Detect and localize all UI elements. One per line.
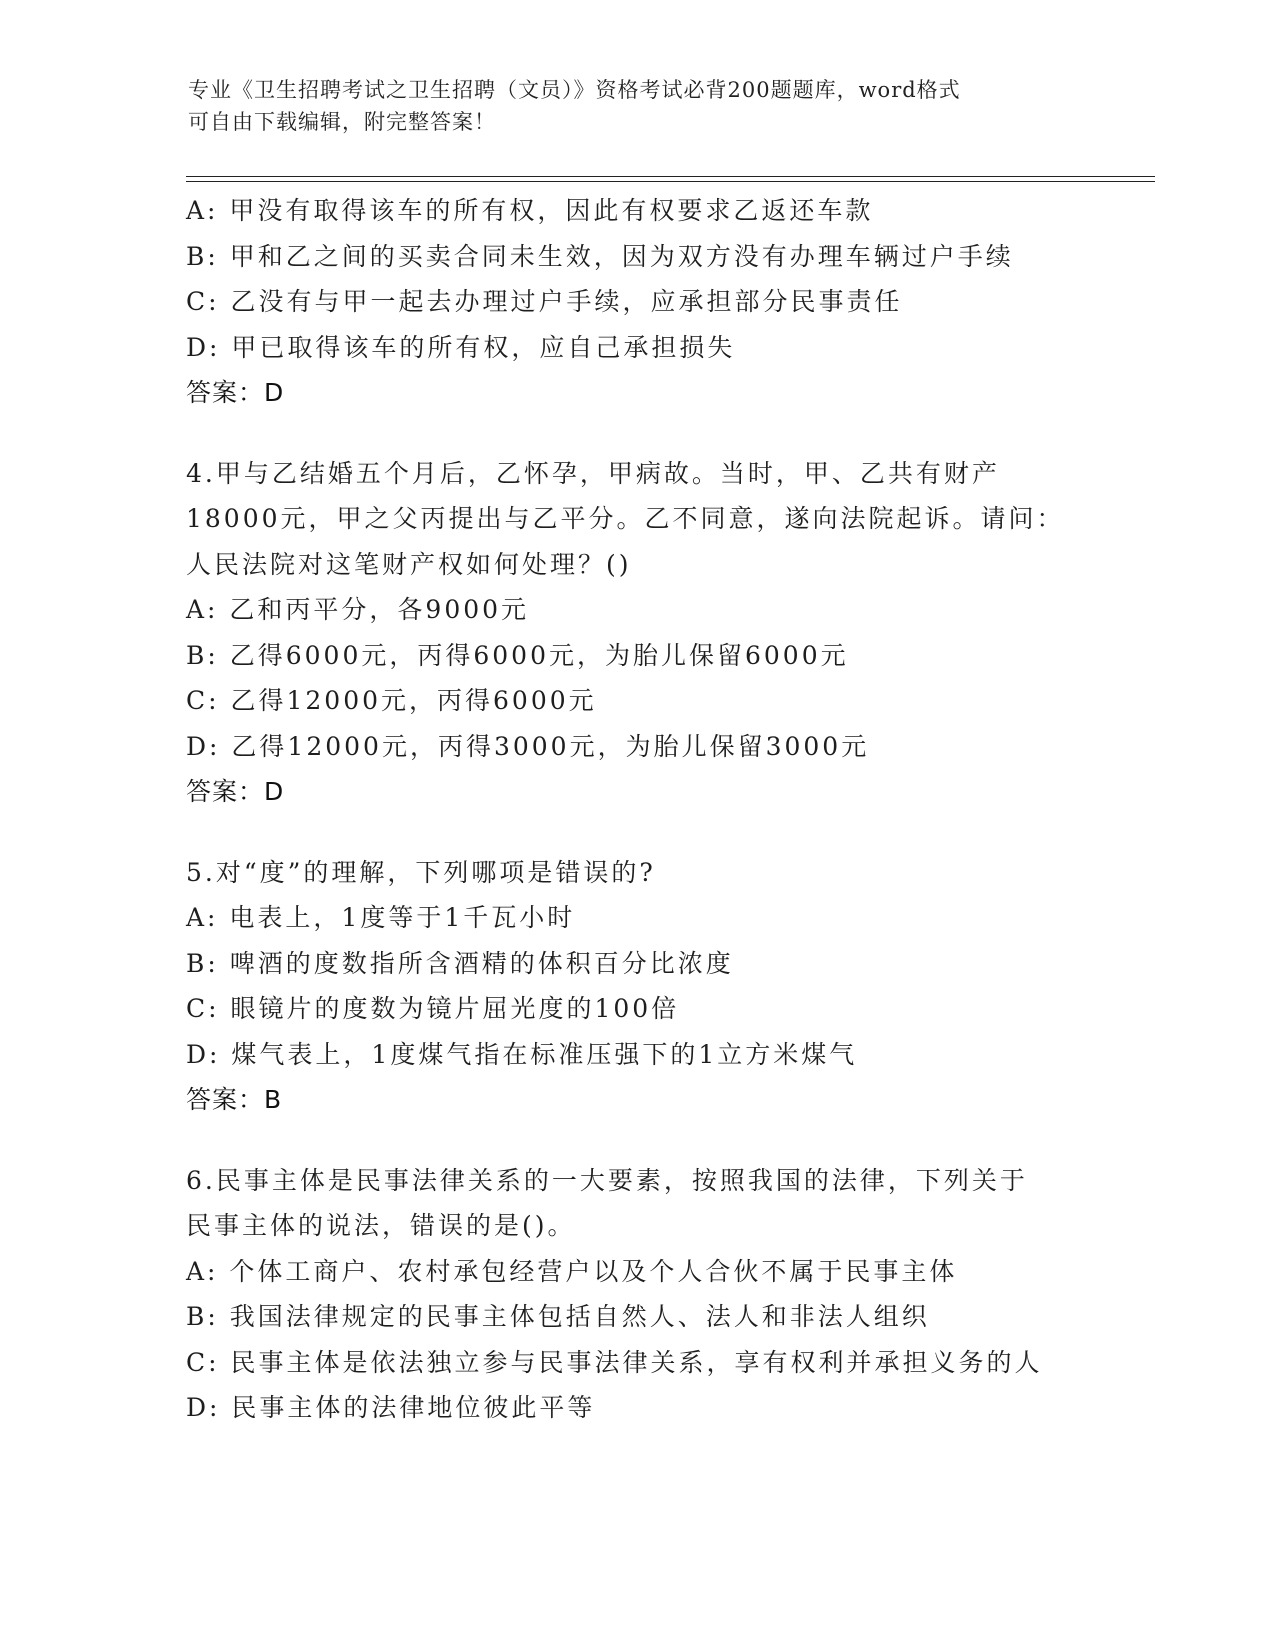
option-a: A: 乙和丙平分，各9000元 xyxy=(186,595,530,624)
option-d: D: 煤气表上，1度煤气指在标准压强下的1立方米煤气 xyxy=(186,1039,858,1069)
header-title-line-1: 专业《卫生招聘考试之卫生招聘（文员）》资格考试必背200题题库，word格式 xyxy=(188,78,961,102)
option-d: D: 甲已取得该车的所有权，应自己承担损失 xyxy=(186,332,736,362)
option-c: C: 眼镜片的度数为镜片屈光度的100倍 xyxy=(186,994,680,1023)
question-stem: 4.甲与乙结婚五个月后，乙怀孕，甲病故。当时，甲、乙共有财产 xyxy=(186,458,1000,488)
option-a: A: 甲没有取得该车的所有权，因此有权要求乙返还车款 xyxy=(186,196,874,225)
option-d: D: 乙得12000元，丙得3000元，为胎儿保留3000元 xyxy=(186,731,870,761)
header-divider-bottom xyxy=(186,181,1155,182)
option-b: B: 啤酒的度数指所含酒精的体积百分比浓度 xyxy=(186,948,734,978)
answer: 答案：D xyxy=(186,378,285,407)
option-d: D: 民事主体的法律地位彼此平等 xyxy=(186,1393,596,1422)
question-stem: 人民法院对这笔财产权如何处理？() xyxy=(186,549,632,579)
header-divider-top xyxy=(186,176,1155,177)
option-c: C: 乙得12000元，丙得6000元 xyxy=(186,686,597,715)
option-b: B: 我国法律规定的民事主体包括自然人、法人和非法人组织 xyxy=(186,1302,930,1331)
question-stem: 6.民事主体是民事法律关系的一大要素，按照我国的法律，下列关于 xyxy=(186,1165,1028,1195)
answer: 答案：B xyxy=(186,1085,283,1114)
question-stem: 民事主体的说法，错误的是()。 xyxy=(186,1211,576,1240)
question-stem: 5.对“度”的理解，下列哪项是错误的? xyxy=(186,857,656,887)
header-title-line-2: 可自由下载编辑，附完整答案！ xyxy=(188,110,496,134)
question-3 xyxy=(186,188,1186,416)
document-header xyxy=(188,74,1088,138)
question-4 xyxy=(186,451,1186,815)
question-6 xyxy=(186,1158,1186,1431)
option-b: B: 甲和乙之间的买卖合同未生效，因为双方没有办理车辆过户手续 xyxy=(186,241,1014,271)
question-stem: 18000元，甲之父丙提出与乙平分。乙不同意，遂向法院起诉。请问： xyxy=(186,504,1065,533)
answer: 答案：D xyxy=(186,777,285,806)
option-a: A: 电表上，1度等于1千瓦小时 xyxy=(186,903,576,932)
option-a: A: 个体工商户、农村承包经营户以及个人合伙不属于民事主体 xyxy=(186,1256,958,1286)
question-list xyxy=(186,188,1186,1431)
option-c: C: 民事主体是依法独立参与民事法律关系，享有权利并承担义务的人 xyxy=(186,1347,1043,1377)
option-c: C: 乙没有与甲一起去办理过户手续，应承担部分民事责任 xyxy=(186,287,903,316)
option-b: B: 乙得6000元，丙得6000元，为胎儿保留6000元 xyxy=(186,640,849,670)
question-5 xyxy=(186,850,1186,1123)
